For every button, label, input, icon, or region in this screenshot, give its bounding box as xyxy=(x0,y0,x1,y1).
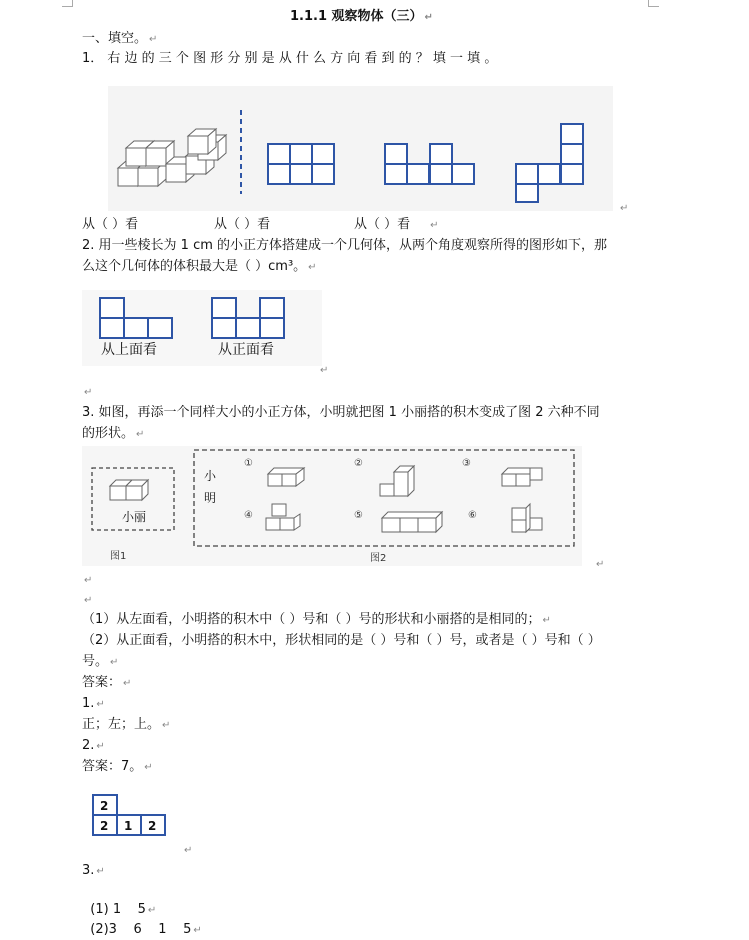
answer-1-label: 1. ↵ xyxy=(82,696,105,711)
q2-label-top: 从上面看 xyxy=(101,342,157,358)
page-corner-right xyxy=(648,0,659,7)
shape-num-2: ② xyxy=(354,458,363,469)
fig1-caption: 图1 xyxy=(110,551,127,562)
shape-num-3: ③ xyxy=(462,458,471,469)
q3-figure xyxy=(82,446,582,566)
fig1-cubes xyxy=(110,480,148,500)
shape-5 xyxy=(382,512,442,532)
shape-1 xyxy=(268,468,304,486)
page-corner-left xyxy=(62,0,73,7)
q1-blank-3: 从（ ）看 ↵ xyxy=(354,217,439,232)
document-title: 1.1.1 观察物体（三） ↵ xyxy=(290,9,433,24)
shape-num-5: ⑤ xyxy=(354,510,363,521)
shape-num-6: ⑥ xyxy=(468,510,477,521)
fig2-label-xiao: 小 xyxy=(204,469,217,483)
answer-2-label: 2. ↵ xyxy=(82,738,105,753)
answer-3-2: (2)3 6 1 5 ↵ xyxy=(90,922,202,937)
q3-sub-2: （2）从正面看，小明搭的积木中，形状相同的是（ ）号和（ ）号，或者是（ ）号和（ ） xyxy=(82,633,601,648)
q3-line-1: 3. 如图，再添一个同样大小的小正方体，小明就把图 1 小丽搭的积木变成了图 2 六种不同 xyxy=(82,405,600,420)
q3-sub-2b: 号。 ↵ xyxy=(82,654,119,669)
grid-cell: 2 xyxy=(100,819,109,833)
grid-cell: 2 xyxy=(100,799,109,813)
paragraph-mark: ↵ xyxy=(84,575,93,586)
shape-num-4: ④ xyxy=(244,510,253,521)
fig2-caption: 图2 xyxy=(370,553,387,564)
answer-2: 答案：7。 ↵ xyxy=(82,759,153,774)
q1-blank-2: 从（ ）看 xyxy=(214,217,271,232)
q1-blank-1: 从（ ）看 xyxy=(82,217,139,232)
fig1-label: 小丽 xyxy=(122,510,147,524)
q1-view-1 xyxy=(268,144,334,184)
paragraph-mark: ↵ xyxy=(184,845,193,856)
shape-num-1: ① xyxy=(244,458,253,469)
answer-3-1: (1) 1 5 ↵ xyxy=(90,902,157,917)
paragraph-mark: ↵ xyxy=(320,365,329,376)
paragraph-mark: ↵ xyxy=(84,387,93,398)
paragraph-mark: ↵ xyxy=(596,559,605,570)
paragraph-mark: ↵ xyxy=(620,203,629,214)
answer-1: 正；左；上。 ↵ xyxy=(82,717,171,732)
fig2-label-ming: 明 xyxy=(204,491,217,505)
q3-line-2: 的形状。 ↵ xyxy=(82,426,145,441)
q2-line-2: 么这个几何体的体积最大是（ ）cm³。 ↵ xyxy=(82,259,317,274)
q1-figure xyxy=(108,86,608,216)
q3-sub-1: （1）从左面看，小明搭的积木中（ ）号和（ ）号的形状和小丽搭的是相同的； ↵ xyxy=(82,612,551,627)
q2-line-1: 2. 用一些棱长为 1 cm 的小正方体搭建成一个几何体，从两个角度观察所得的图形如下，那 xyxy=(82,238,608,253)
answers-heading: 答案： ↵ xyxy=(82,675,132,690)
answer-2-grid xyxy=(92,794,172,840)
q2-label-front: 从正面看 xyxy=(218,342,274,358)
grid-cell: 1 xyxy=(124,819,133,833)
q1-text: 1． 右 边 的 三 个 图 形 分 别 是 从 什 么 方 向 看 到 的 ？ 填 一 填 。 xyxy=(82,51,498,66)
grid-cell: 2 xyxy=(148,819,157,833)
answer-3-label: 3. ↵ xyxy=(82,863,105,878)
paragraph-mark: ↵ xyxy=(84,595,93,606)
section-heading: 一、填空。 ↵ xyxy=(82,31,158,46)
